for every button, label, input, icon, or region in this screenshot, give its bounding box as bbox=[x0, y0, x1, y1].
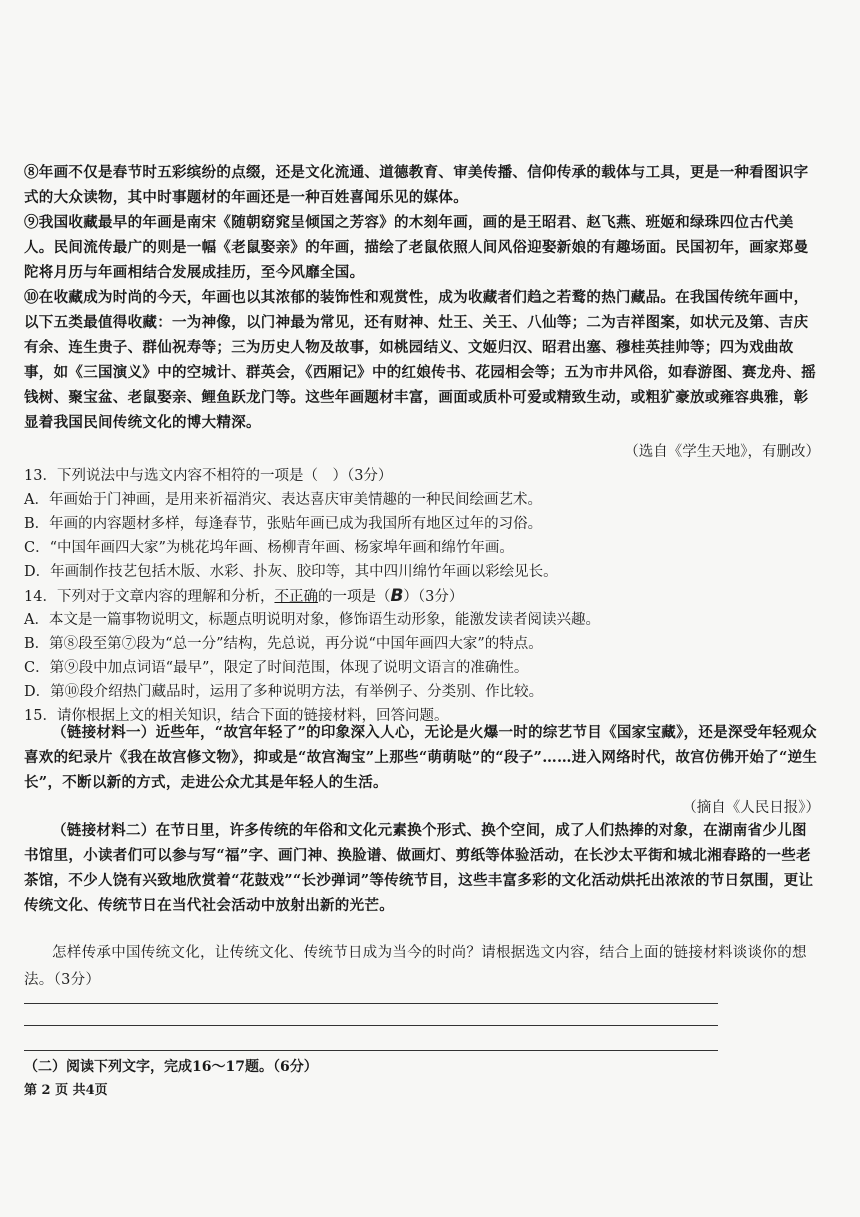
section-2-heading: （二）阅读下列文字，完成16～17题。（6分） bbox=[24, 1059, 318, 1075]
article-paragraph-10: ⑩在收藏成为时尚的今天，年画也以其浓郁的装饰性和观赏性，成为收藏者们趋之若鹜的热门藏品。在我国传统年画中，以下五类最值得收藏：一为神像，以门神最为常见，还有财神、灶王、关王、八仙等；二为吉祥图案，如状元及第、吉庆有余、连生贵子、群仙祝寿等；三为历史人物及故事，如桃园结义、文姬归汉、昭君出塞、穆桂英挂帅等；四为戏曲故事，如《三国演义》中的空城计、群英会，《西厢记》中的红娘传书、花园相会等；五为市井风俗，如春游图、赛龙舟、摇钱树、聚宝盆、老鼠娶亲、鲤鱼跃龙门等。这些年画题材丰富，画面或质朴可爱或精致生动，或粗犷豪放或雍容典雅，彰显着我国民间传统文化的博大精深。 bbox=[24, 289, 816, 431]
link2-text: 在节日里，许多传统的年俗和文化元素换个形式、换个空间，成了人们热捧的对象，在湖南省少儿图书馆里，小读者们可以参与写“福”字、画门神、换脸谱、做画灯、剪纸等体验活动，在长沙太平街和城北湘春路的一些老茶馆，不少人饶有兴致地欣赏着“花鼓戏”“长沙弹词”等传统节目，这些丰富多彩的文化活动烘托出浓浓的节日氛围，更让传统文化、传统节日在当代社会活动中放射出新的光芒。 bbox=[24, 822, 814, 914]
page-footer: 第 2 页 共4页 bbox=[24, 1083, 108, 1098]
q14-stem-underlined: 不正确 bbox=[274, 589, 318, 605]
q14-stem-before: 14．下列对于文章内容的理解和分析， bbox=[24, 589, 275, 605]
q13-stem: 13．下列说法中与选文内容不相符的一项是（ ）（3分） bbox=[24, 468, 393, 484]
link1-source: （摘自《人民日报》） bbox=[682, 800, 820, 816]
answer-line-2[interactable] bbox=[24, 1025, 718, 1026]
q13-option-b: B．年画的内容题材多样，每逢春节，张贴年画已成为我国所有地区过年的习俗。 bbox=[24, 516, 543, 532]
q14-option-a: A．本文是一篇事物说明文，标题点明说明对象，修饰语生动形象，能激发读者阅读兴趣。 bbox=[24, 612, 600, 628]
article-paragraph-9: ⑨我国收藏最早的年画是南宋《随朝窈窕呈倾国之芳容》的木刻年画，画的是王昭君、赵飞燕、班姬和绿珠四位古代美人。民间流传最广的则是一幅《老鼠娶亲》的年画，描绘了老鼠依照人间风俗迎娶新娘的有趣场面。民国初年，画家郑曼陀将月历与年画相结合发展成挂历，至今风靡全国。 bbox=[24, 214, 809, 281]
q15-link-material-1 bbox=[24, 720, 820, 795]
q14-option-d: D．第⑩段介绍热门藏品时，运用了多种说明方法，有举例子、分类别、作比较。 bbox=[24, 684, 544, 700]
article-paragraph-8: ⑧年画不仅是春节时五彩缤纷的点缀，还是文化流通、道德教育、审美传播、信仰传承的载体与工具，更是一种看图识字式的大众读物，其中时事题材的年画还是一种百姓喜闻乐见的媒体。 bbox=[24, 164, 809, 206]
q14-stem-after: 的一项是（ bbox=[317, 589, 391, 605]
q14-option-c: C．第⑨段中加点词语“最早”，限定了时间范围，体现了说明文语言的准确性。 bbox=[24, 660, 529, 676]
q15-prompt: 怎样传承中国传统文化，让传统文化、传统节日成为当今的时尚？请根据选文内容，结合上面的链接材料谈谈你的想法。（3分） bbox=[24, 945, 807, 988]
article-source: （选自《学生天地》，有删改） bbox=[624, 444, 820, 460]
q15-stem: 15．请你根据上文的相关知识，结合下面的链接材料，回答问题。 bbox=[24, 708, 449, 724]
link2-label: （链接材料二） bbox=[52, 822, 156, 839]
q15-link-material-2 bbox=[24, 818, 820, 918]
q13-option-d: D．年画制作技艺包括木版、水彩、扑灰、胶印等，其中四川绵竹年画以彩绘见长。 bbox=[24, 564, 558, 580]
q14-stem bbox=[24, 585, 820, 608]
q14-stem-end: ）（3分） bbox=[403, 589, 464, 605]
q13-option-a: A．年画始于门神画，是用来祈福消灾、表达喜庆审美情趣的一种民间绘画艺术。 bbox=[24, 492, 542, 508]
answer-line-1[interactable] bbox=[24, 1003, 718, 1004]
q13-option-c: C．“中国年画四大家”为桃花坞年画、杨柳青年画、杨家埠年画和绵竹年画。 bbox=[24, 540, 514, 556]
q14-handwritten-answer: B bbox=[390, 586, 404, 606]
answer-line-3[interactable] bbox=[24, 1050, 718, 1051]
q14-option-b: B．第⑧段至第⑦段为“总一分”结构，先总说，再分说“中国年画四大家”的特点。 bbox=[24, 636, 543, 652]
link1-text: 近些年，“故宫年轻了”的印象深入人心，无论是火爆一时的综艺节目《国家宝藏》，还是深受年轻观众喜欢的纪录片《我在故宫修文物》，抑或是“故宫淘宝”上那些“萌萌哒”的“段子”……进入网络时代，故宫仿佛开始了“逆生长”，不断以新的方式，走进公众尤其是年轻人的生活。 bbox=[24, 724, 818, 791]
link1-label: （链接材料一） bbox=[52, 724, 156, 741]
